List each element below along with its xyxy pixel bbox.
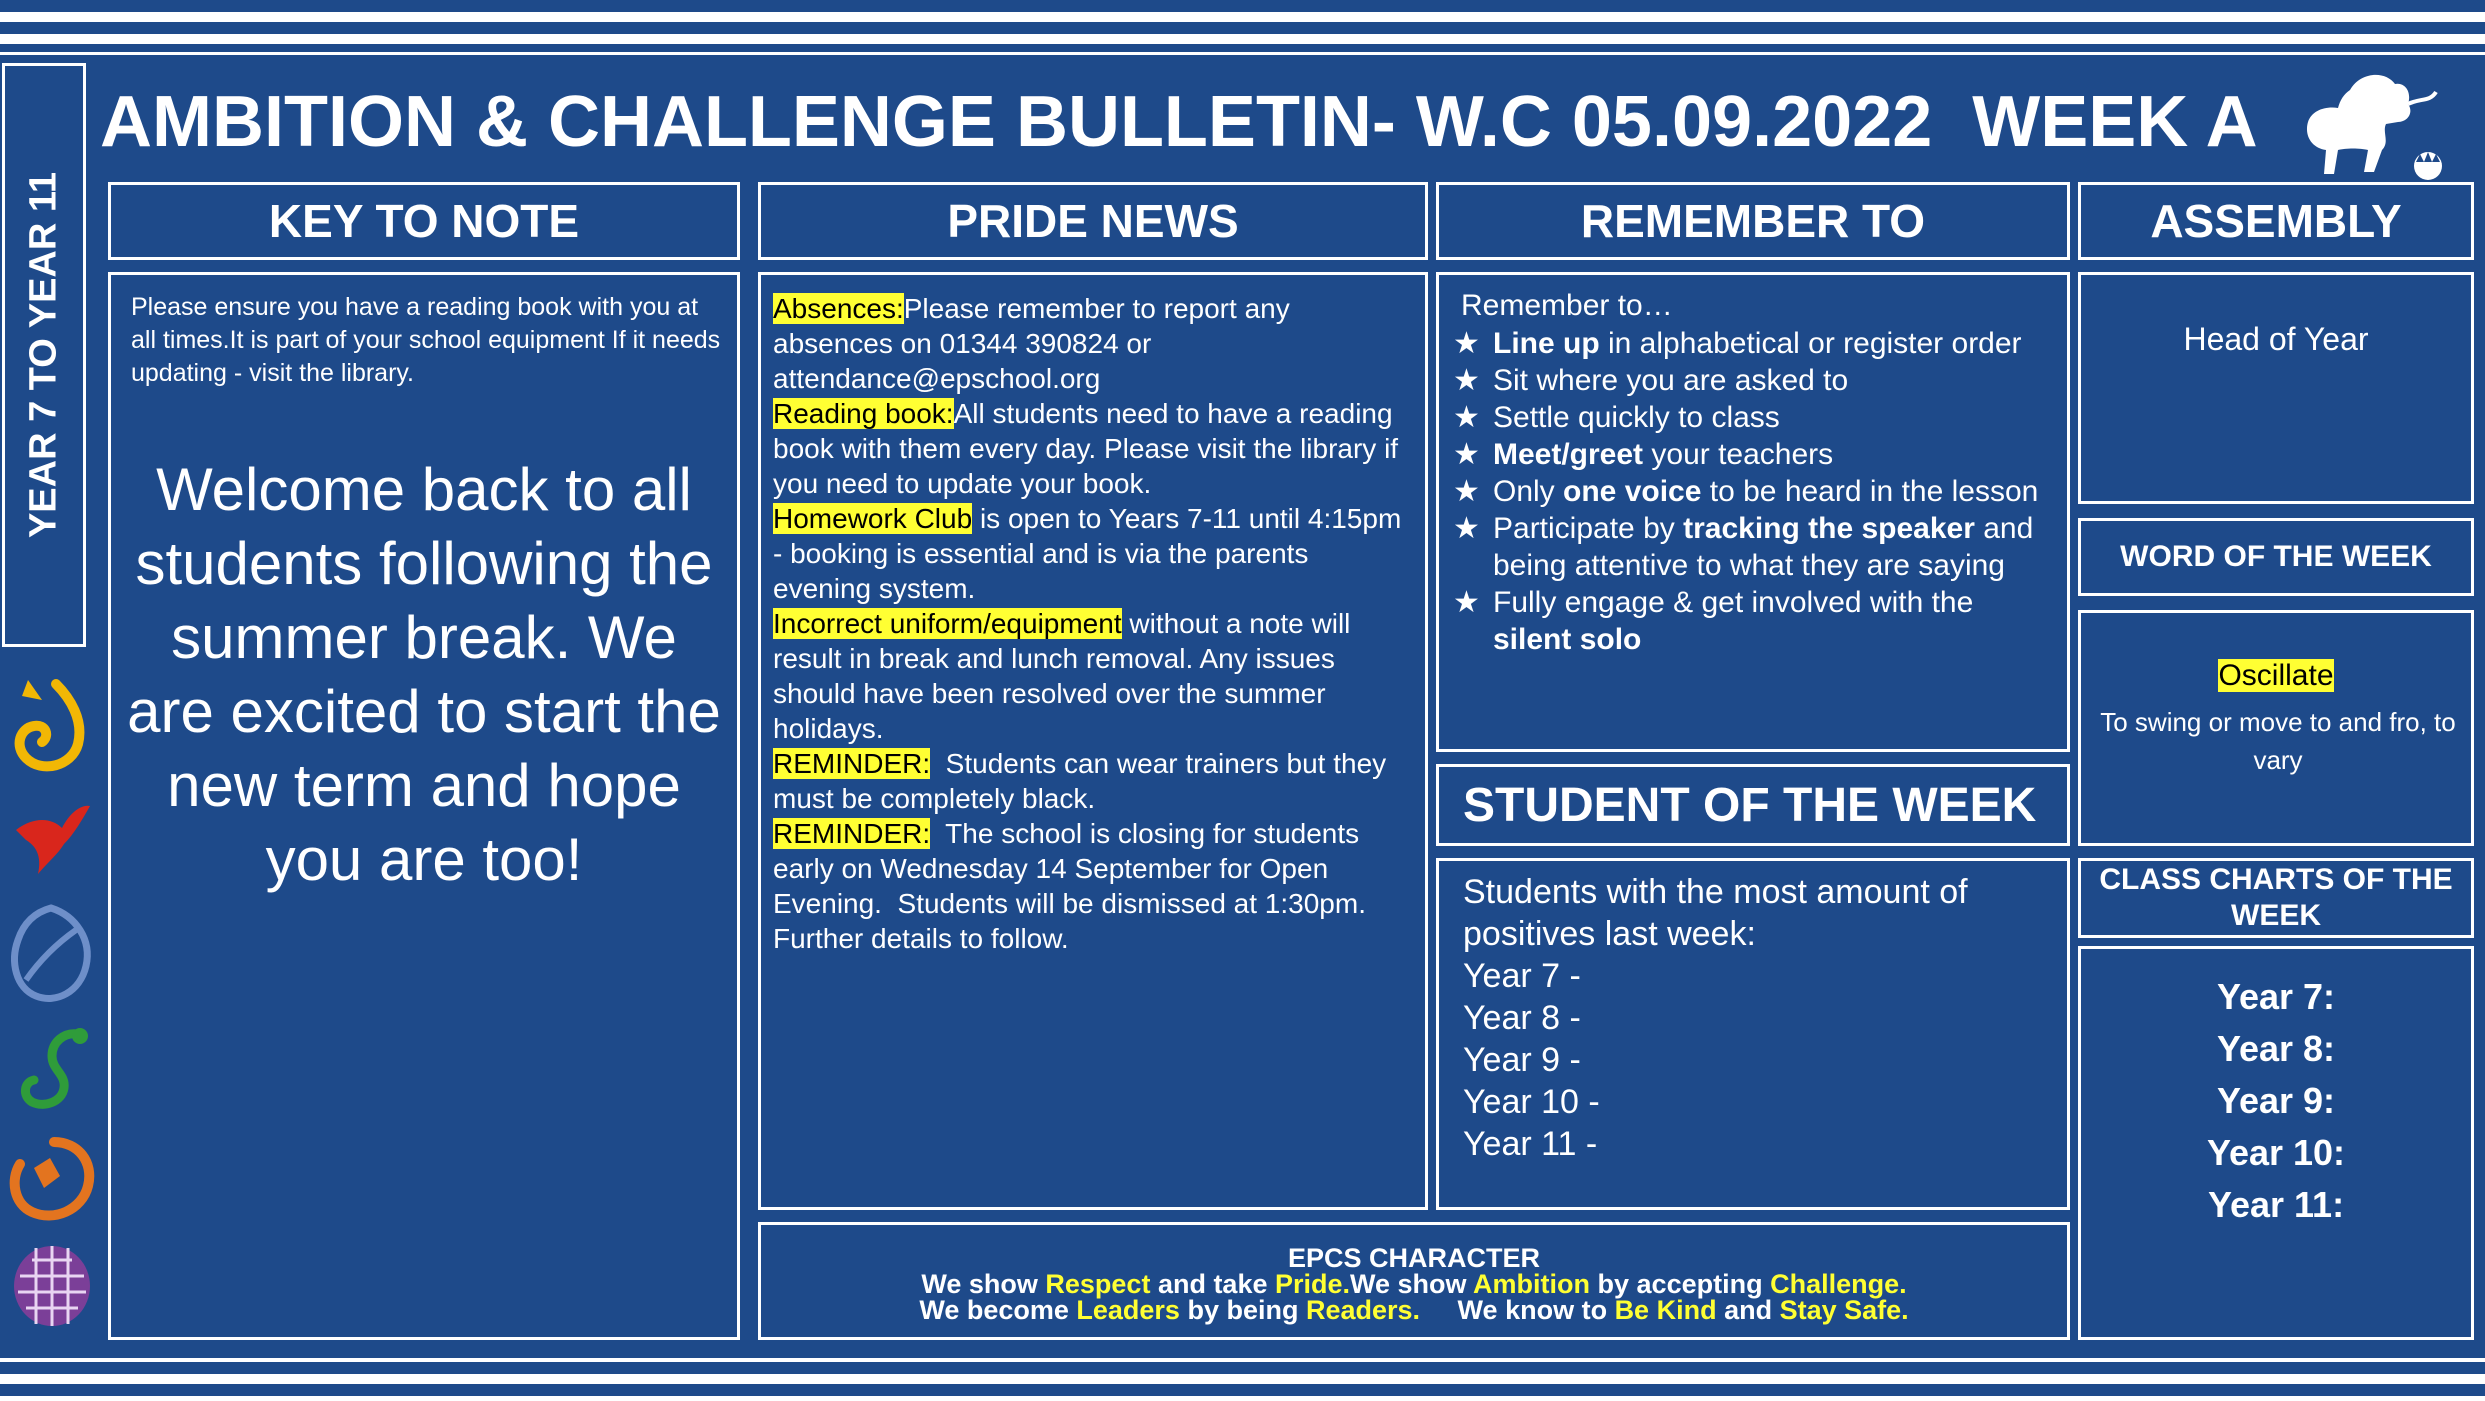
remember-to-text: to be heard in the lesson bbox=[1701, 475, 2039, 508]
remember-to-emphasis: one voice bbox=[1563, 475, 1702, 508]
assembly-header bbox=[2078, 182, 2474, 260]
class-charts-heading: CLASS CHARTS OF THE WEEK bbox=[2099, 863, 2453, 932]
word-of-week-panel bbox=[2078, 610, 2474, 846]
pride-news-text: is open to Years 7-11 until 4:15pm - booking is essential and is via the parents evening system. bbox=[773, 503, 1410, 604]
character-value: Leaders bbox=[1076, 1295, 1180, 1325]
class-charts-year: Year 9: bbox=[2216, 1080, 2336, 1121]
pride-news-label: REMINDER: bbox=[773, 818, 931, 849]
remember-to-text: in alphabetical or register order bbox=[1599, 327, 2022, 360]
epcs-character-line-2 bbox=[761, 1297, 2067, 1323]
character-text: and bbox=[1716, 1295, 1780, 1325]
class-charts-year: Year 11: bbox=[2207, 1184, 2345, 1225]
character-text: We know to bbox=[1420, 1295, 1615, 1325]
remember-to-panel bbox=[1436, 272, 2070, 752]
remember-to-heading: REMEMBER TO bbox=[1580, 195, 1926, 247]
character-value: Respect bbox=[1045, 1269, 1151, 1299]
class-charts-year: Year 10: bbox=[2206, 1132, 2346, 1173]
remember-to-text: and being attentive to what they are saying bbox=[1493, 512, 2034, 582]
class-charts-year: Year 8: bbox=[2216, 1028, 2336, 1069]
phoenix-emblem-icon bbox=[8, 790, 94, 890]
word-of-week-header bbox=[2078, 518, 2474, 596]
pride-news-text: All students need to have a reading book with them every day. Please visit the library if you need to update your book. bbox=[773, 398, 1406, 499]
bottom-stripe bbox=[0, 1384, 2485, 1396]
key-to-note-header bbox=[108, 182, 740, 260]
lizard-emblem-icon bbox=[8, 1020, 94, 1120]
character-value: Be Kind bbox=[1614, 1295, 1717, 1325]
student-of-week-year: Year 8 - bbox=[1463, 999, 1581, 1037]
remember-to-intro: Remember to… bbox=[1461, 289, 1673, 322]
student-of-week-intro: Students with the most amount of positives last week: bbox=[1463, 873, 1968, 953]
class-charts-panel bbox=[2078, 946, 2474, 1340]
character-value: Readers. bbox=[1305, 1295, 1421, 1325]
student-of-week-heading: STUDENT OF THE WEEK bbox=[1463, 778, 2037, 832]
year-range-label: YEAR 7 TO YEAR 11 bbox=[22, 171, 65, 539]
remember-to-emphasis: silent solo bbox=[1493, 623, 1642, 656]
pinecone-emblem-icon bbox=[6, 1236, 96, 1336]
bottom-stripe bbox=[0, 1362, 2485, 1374]
character-text: by being bbox=[1179, 1295, 1306, 1325]
epcs-character-heading: EPCS CHARACTER bbox=[1287, 1243, 1541, 1273]
remember-to-list bbox=[1453, 325, 2053, 658]
pride-news-header bbox=[758, 182, 1428, 260]
class-charts-year: Year 7: bbox=[2216, 976, 2336, 1017]
key-to-note-text: Please ensure you have a reading book with you at all times.It is part of your school equipment If it needs updating - visit the library. bbox=[131, 293, 721, 387]
pride-news-label: REMINDER: bbox=[773, 748, 931, 779]
student-of-week-year: Year 10 - bbox=[1463, 1083, 1600, 1121]
leaf-emblem-icon bbox=[6, 900, 96, 1010]
remember-to-text: Fully engage & get involved with the bbox=[1493, 586, 1974, 619]
pride-news-item bbox=[773, 501, 1413, 606]
pride-news-text: Please remember to report any absences on 01344 390824 or attendance@epschool.org bbox=[773, 293, 1298, 394]
word-of-week-word: Oscillate bbox=[2218, 659, 2334, 692]
key-to-note-heading: KEY TO NOTE bbox=[268, 195, 580, 247]
top-stripe bbox=[0, 22, 2485, 34]
remember-to-item bbox=[1453, 436, 2053, 473]
remember-to-text: Only bbox=[1493, 475, 1564, 508]
class-charts-years bbox=[2081, 971, 2471, 1231]
remember-to-item bbox=[1453, 362, 2053, 399]
remember-to-emphasis: Meet/greet bbox=[1493, 438, 1644, 471]
remember-to-text: your teachers bbox=[1643, 438, 1834, 471]
dragon-emblem-icon bbox=[8, 670, 94, 780]
pride-news-item bbox=[773, 816, 1413, 956]
character-text: We show bbox=[921, 1269, 1046, 1299]
student-of-week-panel bbox=[1436, 858, 2070, 1210]
pride-news-panel bbox=[758, 272, 1428, 1210]
remember-to-text: Participate by bbox=[1493, 512, 1684, 545]
pride-news-label: Incorrect uniform/equipment bbox=[773, 608, 1122, 639]
remember-to-item bbox=[1453, 584, 2053, 658]
lion-crest-icon bbox=[2290, 62, 2450, 182]
class-charts-header bbox=[2078, 858, 2474, 938]
pride-news-text: Students can wear trainers but they must be completely black. bbox=[773, 748, 1394, 814]
remember-to-item bbox=[1453, 325, 2053, 362]
pride-news-label: Absences: bbox=[773, 293, 904, 324]
character-value: Pride. bbox=[1274, 1269, 1351, 1299]
character-value: Ambition bbox=[1473, 1269, 1591, 1299]
student-of-week-header bbox=[1436, 764, 2070, 846]
assembly-text: Head of Year bbox=[2183, 321, 2369, 357]
top-stripe bbox=[0, 44, 2485, 52]
pride-news-item bbox=[773, 746, 1413, 816]
student-of-week-years bbox=[1463, 955, 1600, 1165]
character-text: We show bbox=[1350, 1269, 1474, 1299]
pride-news-item bbox=[773, 606, 1413, 746]
remember-to-item bbox=[1453, 510, 2053, 584]
pride-news-list bbox=[773, 291, 1413, 956]
bulletin-title: AMBITION & CHALLENGE BULLETIN- W.C 05.09.2022 WEEK A bbox=[100, 82, 2258, 162]
character-value: Stay Safe. bbox=[1779, 1295, 1909, 1325]
character-text: We become bbox=[919, 1295, 1077, 1325]
pride-news-text: The school is closing for students early on Wednesday 14 September for Open Evening. Students will be dismissed at 1:30pm. Further details to follow. bbox=[773, 818, 1374, 954]
epcs-character-panel bbox=[758, 1222, 2070, 1340]
student-of-week-year: Year 11 - bbox=[1463, 1125, 1598, 1163]
assembly-panel bbox=[2078, 272, 2474, 504]
pride-news-heading: PRIDE NEWS bbox=[947, 195, 1239, 247]
key-to-note-panel bbox=[108, 272, 740, 1340]
remember-to-header bbox=[1436, 182, 2070, 260]
top-stripe bbox=[0, 0, 2485, 12]
remember-to-emphasis: tracking the speaker bbox=[1683, 512, 1975, 545]
assembly-heading: ASSEMBLY bbox=[2150, 195, 2402, 247]
welcome-message: Welcome back to all students following the summer break. We are excited to start the new term and hope you are too! bbox=[127, 456, 721, 893]
year-range-sidebar bbox=[2, 63, 86, 647]
word-of-week-heading: WORD OF THE WEEK bbox=[2120, 540, 2432, 573]
remember-to-emphasis: Line up bbox=[1493, 327, 1600, 360]
student-of-week-year: Year 9 - bbox=[1463, 1041, 1581, 1079]
character-value: Challenge. bbox=[1770, 1269, 1907, 1299]
word-of-week-definition: To swing or move to and fro, to vary bbox=[2100, 707, 2456, 775]
epcs-character-line-1 bbox=[761, 1271, 2067, 1297]
remember-to-text: Sit where you are asked to bbox=[1493, 364, 1849, 397]
pride-news-label: Homework Club bbox=[773, 503, 973, 534]
character-text: and take bbox=[1150, 1269, 1275, 1299]
remember-to-item bbox=[1453, 399, 2053, 436]
character-text: by accepting bbox=[1590, 1269, 1771, 1299]
pride-news-text: without a note will result in break and lunch removal. Any issues should have been resolved over the summer holidays. bbox=[773, 608, 1359, 744]
fox-emblem-icon bbox=[4, 1128, 98, 1228]
student-of-week-year: Year 7 - bbox=[1463, 957, 1581, 995]
remember-to-text: Settle quickly to class bbox=[1493, 401, 1780, 434]
pride-news-item bbox=[773, 396, 1413, 501]
pride-news-label: Reading book: bbox=[773, 398, 954, 429]
remember-to-item bbox=[1453, 473, 2053, 510]
pride-news-item bbox=[773, 291, 1413, 396]
